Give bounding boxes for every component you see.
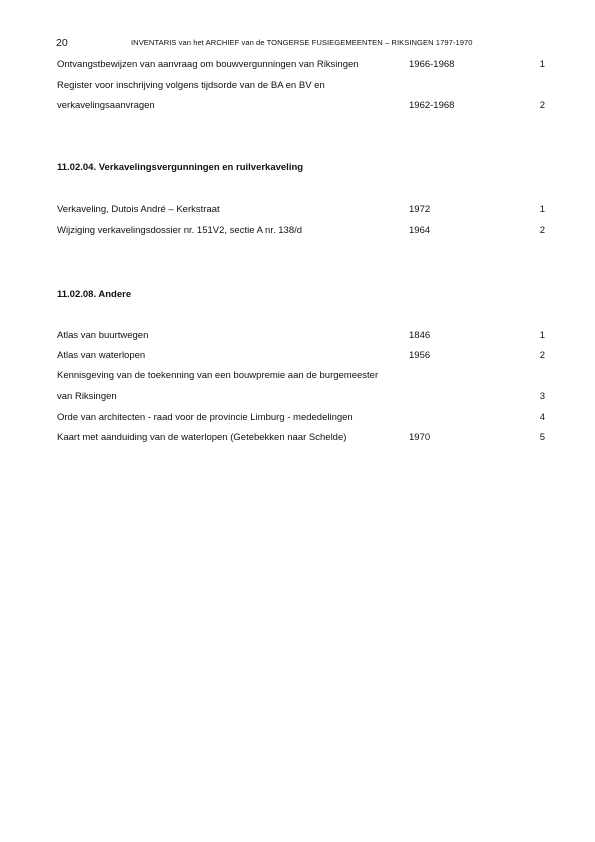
entry-description-continued: verkavelingsaanvragen — [57, 100, 155, 111]
entry-description: Register voor inschrijving volgens tijdsorde van de BA en BV en — [57, 80, 325, 91]
entry-date: 1970 — [409, 432, 431, 443]
entry-number: 3 — [539, 391, 545, 402]
entry-number: 4 — [539, 412, 545, 423]
entry-number: 5 — [539, 432, 545, 443]
entry-description: Kennisgeving van de toekenning van een bouwpremie aan de burgemeester — [57, 370, 379, 381]
entry-number: 2 — [539, 225, 545, 236]
section-heading: 11.02.08. Andere — [57, 289, 132, 300]
running-header: INVENTARIS van het ARCHIEF van de TONGERSE FUSIEGEMEENTEN – RIKSINGEN 1797-1970 — [131, 38, 473, 47]
entry-description: Kaart met aanduiding van de waterlopen (Getebekken naar Schelde) — [57, 432, 347, 443]
entry-description: Wijziging verkavelingsdossier nr. 151V2, sectie A nr. 138/d — [57, 225, 303, 236]
entry-number: 2 — [539, 350, 545, 361]
entry-date: 1966-1968 — [409, 59, 455, 70]
entry-date: 1846 — [409, 330, 431, 341]
entry-number: 1 — [539, 59, 545, 70]
entry-description: Verkaveling, Dutois André – Kerkstraat — [57, 204, 220, 215]
entry-number: 2 — [539, 100, 545, 111]
entry-description-continued: van Riksingen — [57, 391, 117, 402]
entry-date: 1972 — [409, 204, 431, 215]
entry-date: 1962-1968 — [409, 100, 455, 111]
section-heading: 11.02.04. Verkavelingsvergunningen en ruilverkaveling — [57, 162, 304, 173]
entry-description: Atlas van buurtwegen — [57, 330, 149, 341]
entry-number: 1 — [539, 204, 545, 215]
page-number: 20 — [56, 37, 68, 49]
entry-date: 1964 — [409, 225, 431, 236]
entry-date: 1956 — [409, 350, 431, 361]
entry-description: Orde van architecten - raad voor de provincie Limburg - mededelingen — [57, 412, 353, 423]
entry-description: Atlas van waterlopen — [57, 350, 146, 361]
entry-description: Ontvangstbewijzen van aanvraag om bouwvergunningen van Riksingen — [57, 59, 359, 70]
entry-number: 1 — [539, 330, 545, 341]
